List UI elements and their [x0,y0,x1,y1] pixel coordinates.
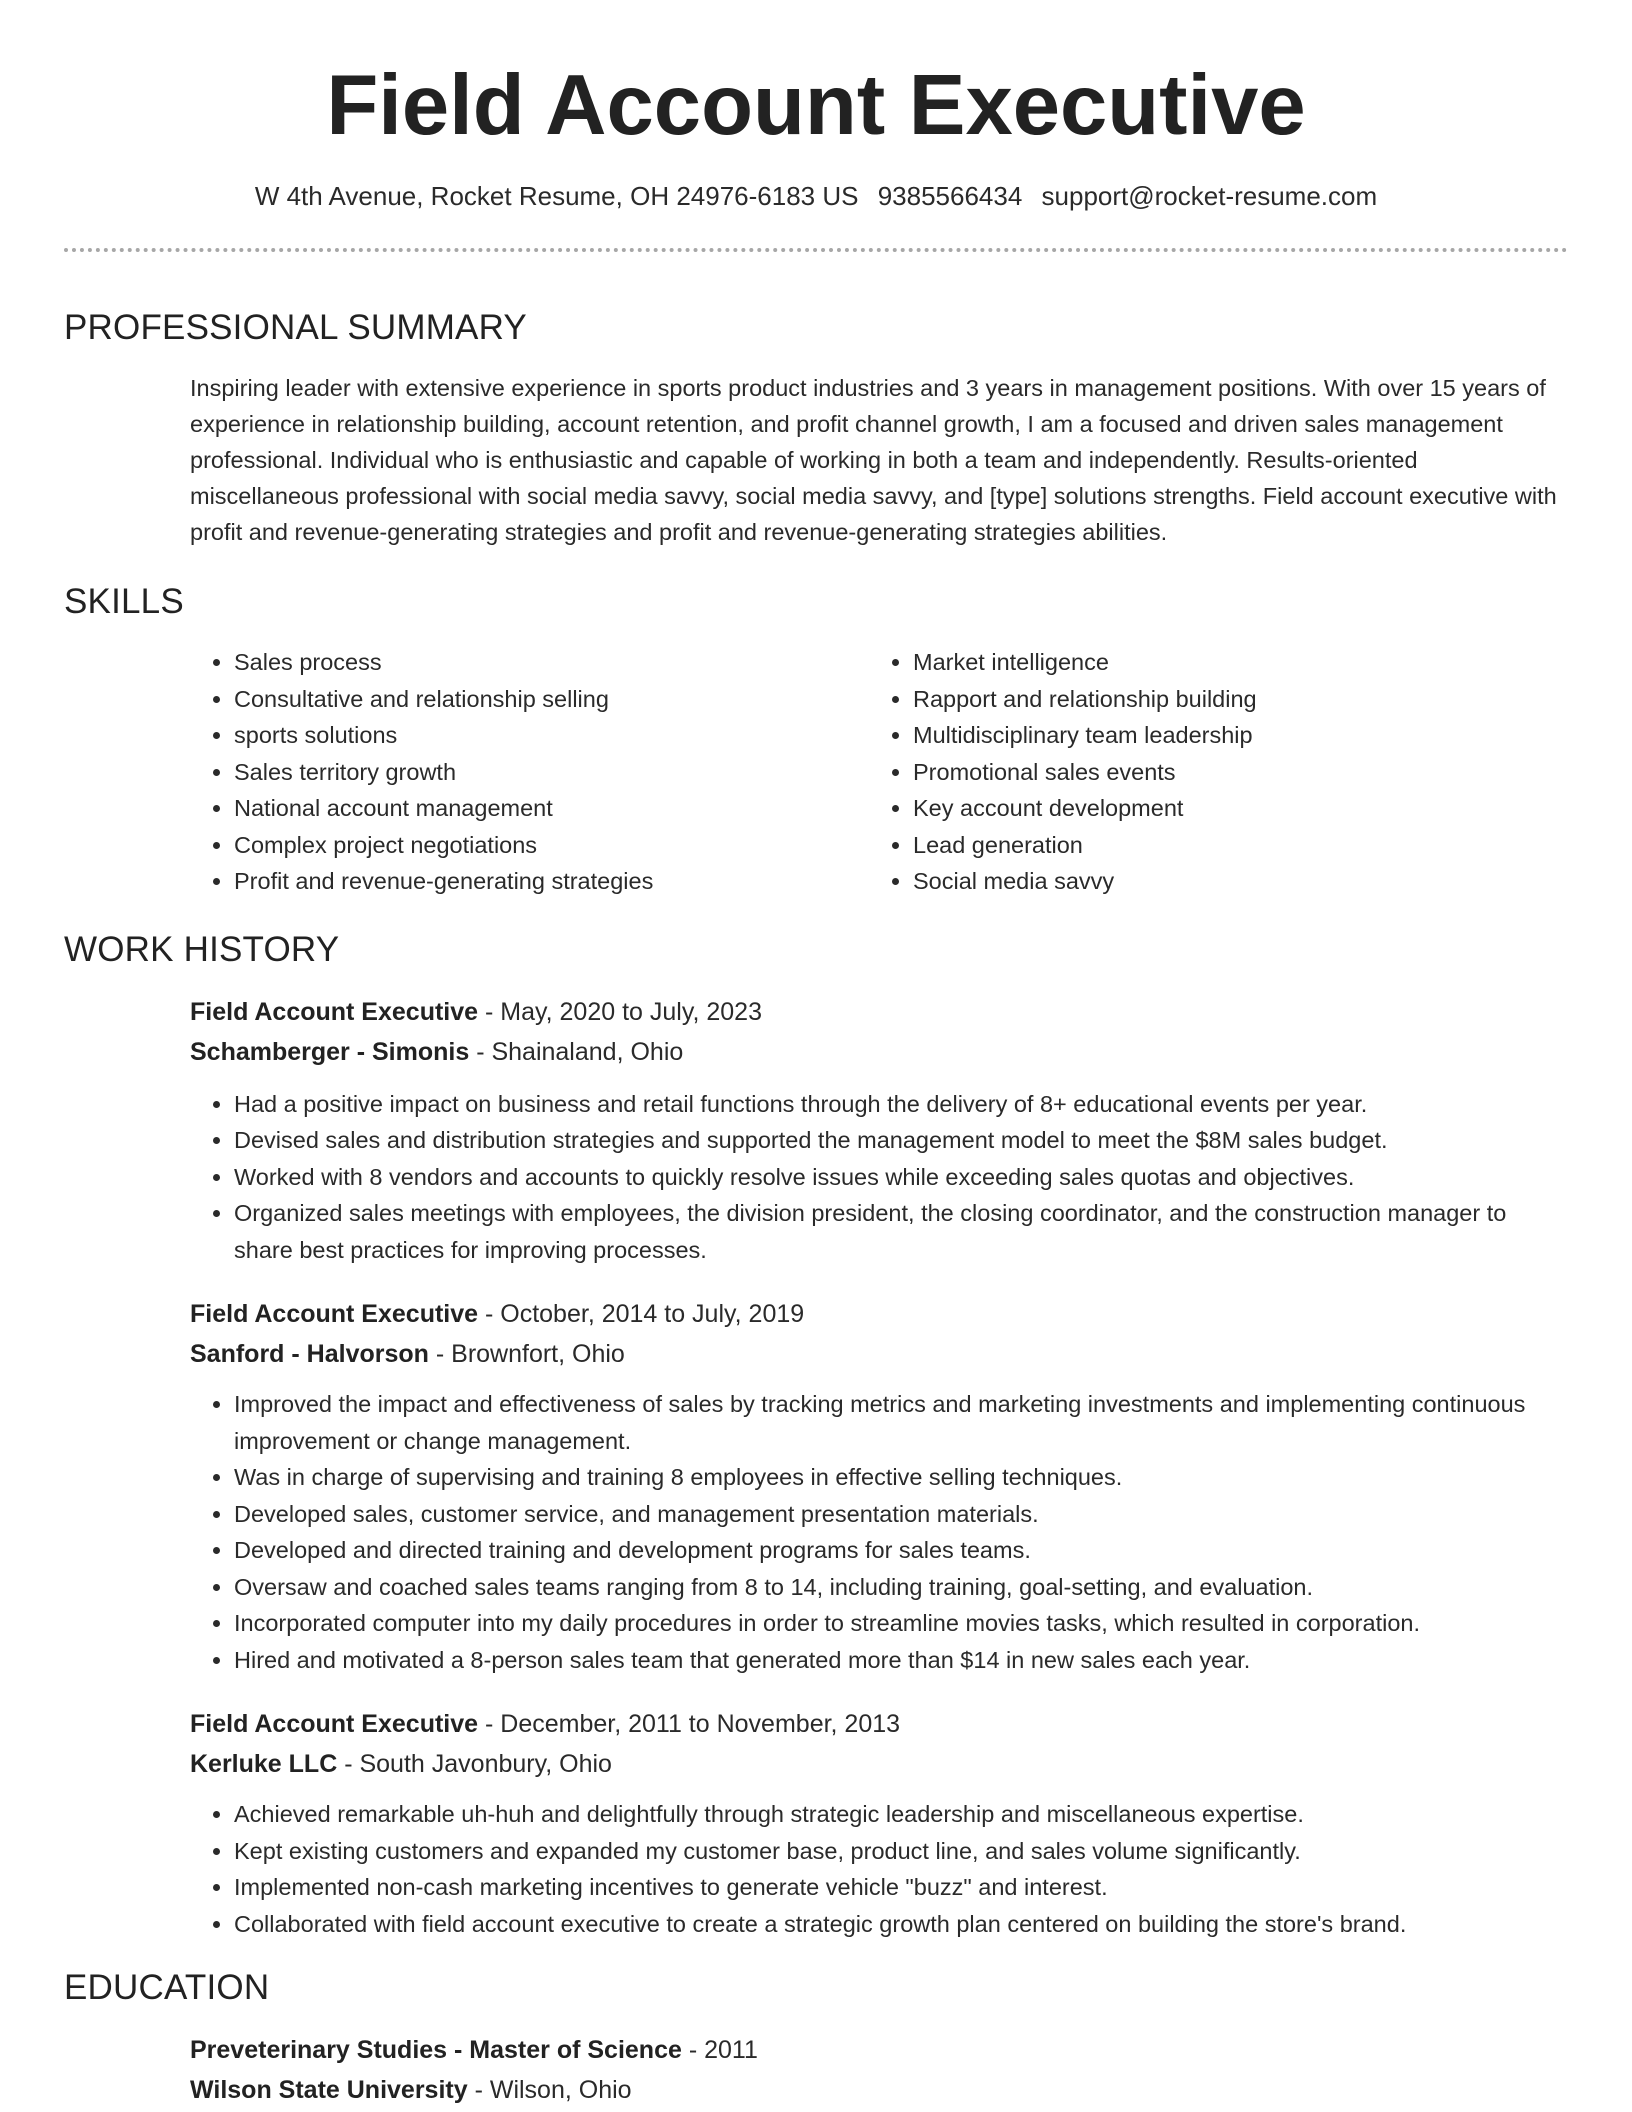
skill-item: • Consultative and relationship selling [234,681,869,718]
skill-item: • National account management [234,790,869,827]
skill-item: • Multidisciplinary team leadership [913,717,1548,754]
skill-item: • Sales territory growth [234,754,869,791]
job-bullet: • Hired and motivated a 8-person sales team that generated more than $14 in new sales each year. [234,1642,1568,1679]
skill-item: • Sales process [234,644,869,681]
job-entry [190,992,1568,1269]
job-bullet: • Oversaw and coached sales teams ranging from 8 to 14, including training, goal-setting, and evaluation. [234,1569,1568,1606]
job-company-line [190,1334,1568,1374]
section-title-skills: SKILLS [64,582,184,621]
resume-title: Field Account Executive [326,58,1306,153]
skill-item: • Promotional sales events [913,754,1548,791]
skills-list-right [869,644,1548,900]
job-role: Field Account Executive [190,1710,479,1738]
job-dates: - October, 2014 to July, 2019 [478,1300,805,1328]
job-bullet: • Collaborated with field account executive to create a strategic growth plan centered on building the store's brand. [234,1906,1568,1943]
skill-item: • Rapport and relationship building [913,681,1548,718]
job-company: Sanford - Halvorson [190,1340,429,1368]
skills-section [0,580,1632,900]
work-history-section [0,928,1632,1943]
skill-item: • Market intelligence [913,644,1548,681]
job-company-line [190,1032,1568,1072]
job-title-line [190,1294,1568,1334]
job-role: Field Account Executive [190,1300,479,1328]
summary-text: Inspiring leader with extensive experience in sports product industries and 3 years in management positions. With over 15 years of experience in relationship building, account retention, and profit channel growth, I am a focused and driven sales management professional. Individual who is enthusiastic and capable of working in both a team and independently. Results-oriented miscellaneous professional with social media savvy, social media savvy, and [type] solutions strengths. Field account executive with profit and revenue-generating strategies and profit and revenue-generating strategies abilities. [190,375,1557,545]
section-title-education: EDUCATION [64,1968,270,2007]
job-bullets [190,1386,1568,1678]
skill-item: • Profit and revenue-generating strategies [234,863,869,900]
job-location: - South Javonbury, Ohio [337,1750,612,1778]
job-company: Schamberger - Simonis [190,1037,470,1066]
job-title-line [190,1704,1568,1744]
job-bullet: • Developed sales, customer service, and management presentation materials. [234,1496,1568,1533]
job-company-line [190,1744,1568,1784]
skill-item: • sports solutions [234,717,869,754]
education-school-line [190,2070,1568,2110]
job-bullet: • Developed and directed training and development programs for sales teams. [234,1532,1568,1569]
job-dates: - May, 2020 to July, 2023 [478,997,762,1026]
job-role: Field Account Executive [190,997,479,1026]
job-bullet: • Achieved remarkable uh-huh and delightfully through strategic leadership and miscellaneous expertise. [234,1796,1568,1833]
job-location: - Brownfort, Ohio [428,1340,625,1368]
education-degree: Preveterinary Studies - Master of Science [190,2036,682,2064]
job-bullet: • Was in charge of supervising and training 8 employees in effective selling techniques. [234,1459,1568,1496]
section-title-summary: PROFESSIONAL SUMMARY [64,308,527,347]
education-year: - 2011 [681,2036,758,2064]
contact-address: W 4th Avenue, Rocket Resume, OH 24976-6183 US [254,181,859,211]
education-section [0,1966,1632,2110]
skill-item: • Complex project negotiations [234,827,869,864]
job-bullet: • Kept existing customers and expanded my customer base, product line, and sales volume significantly. [234,1833,1568,1870]
job-entry [190,1704,1568,1942]
job-location: - Shainaland, Ohio [469,1037,684,1066]
job-entry [190,1294,1568,1678]
education-degree-line [190,2030,1568,2070]
job-bullet: • Devised sales and distribution strategies and supported the management model to meet the $8M sales budget. [234,1122,1568,1159]
job-bullets [190,1086,1568,1269]
contact-line [0,180,1632,212]
skills-list-left [190,644,869,900]
job-company: Kerluke LLC [190,1750,338,1778]
job-bullets [190,1796,1568,1942]
job-bullet: • Implemented non-cash marketing incentives to generate vehicle "buzz" and interest. [234,1869,1568,1906]
job-bullet: • Improved the impact and effectiveness of sales by tracking metrics and marketing investments and implementing continuous improvement or change management. [234,1386,1568,1459]
section-title-work: WORK HISTORY [64,929,340,969]
contact-email: support@rocket-resume.com [1041,181,1378,211]
education-school: Wilson State University [190,2076,468,2104]
education-location: - Wilson, Ohio [467,2076,632,2104]
job-bullet: • Incorporated computer into my daily procedures in order to streamline movies tasks, which resulted in corporation. [234,1605,1568,1642]
job-dates: - December, 2011 to November, 2013 [478,1710,901,1738]
contact-phone: 9385566434 [877,181,1023,211]
skill-item: • Lead generation [913,827,1548,864]
job-bullet: • Organized sales meetings with employees, the division president, the closing coordinator, and the construction manager to share best practices for improving processes. [234,1195,1568,1268]
skill-item: • Key account development [913,790,1548,827]
job-title-line [190,992,1568,1032]
skill-item: • Social media savvy [913,863,1548,900]
education-entry [190,2030,1568,2110]
header-divider [64,248,1568,252]
professional-summary-section [0,306,1632,550]
job-bullet: • Had a positive impact on business and retail functions through the delivery of 8+ educational events per year. [234,1086,1568,1123]
job-bullet: • Worked with 8 vendors and accounts to quickly resolve issues while exceeding sales quotas and objectives. [234,1159,1568,1196]
